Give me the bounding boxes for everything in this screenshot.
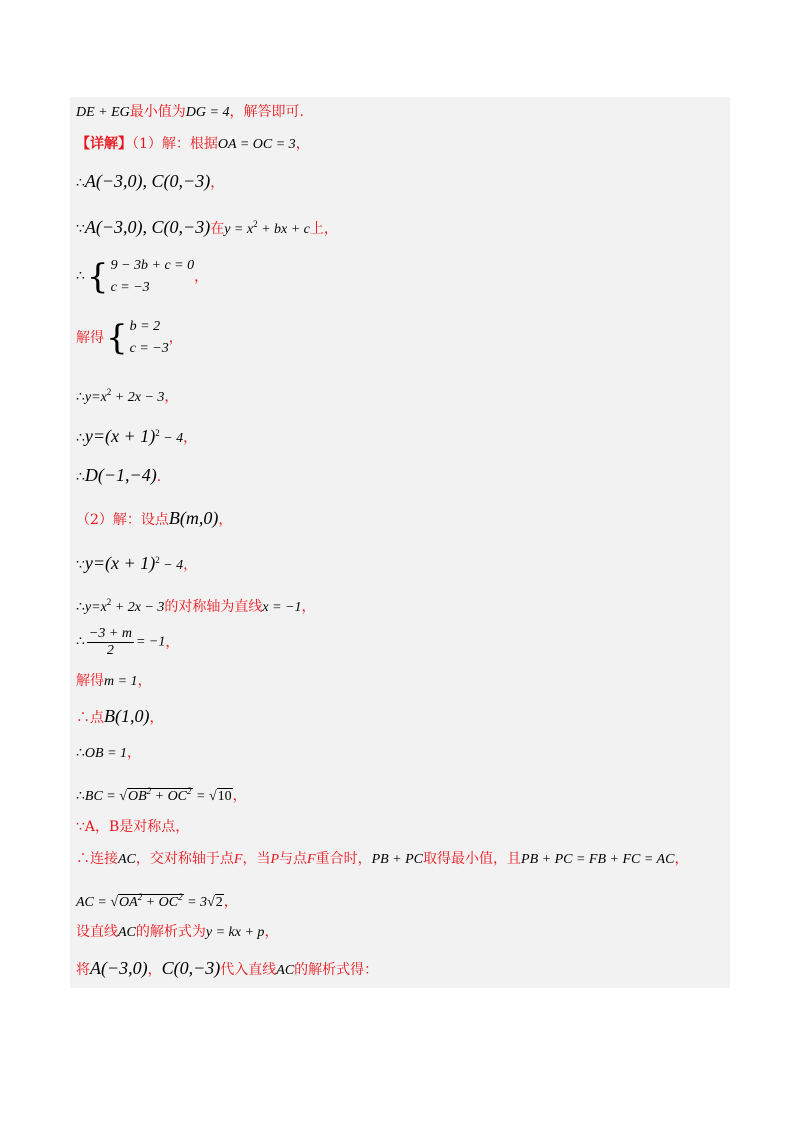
line-vertex-d: ∴D(−1,−4). xyxy=(76,465,162,485)
line-detail-heading: 【详解】（1）解：根据OA = OC = 3， xyxy=(76,136,310,152)
line-system-1: ∴{ 9 − 3b + c = 0 c = −3 ， xyxy=(76,257,209,297)
line-part2-start: （2）解：设点B(m,0)， xyxy=(76,508,233,528)
line-set-line-ac: 设直线AC的解析式为y = kx + p， xyxy=(76,924,279,940)
line-parabola-expanded: $\therefore y=x^2 + 2x - 3$， xyxy=(76,387,179,405)
line-solution-bc: 解得{ b = 2 c = −3 ， xyxy=(76,318,183,358)
line-points-on-parabola: ∵A(−3,0), C(0,−3)在$y = x^2$ + bx + c上， xyxy=(76,217,338,237)
equation-system: 9 − 3b + c = 0 c = −3 xyxy=(110,258,195,295)
radicand: $OB^2 + OC^2$ xyxy=(127,786,192,804)
radicand: $OA^2 + OC^2$ xyxy=(119,892,183,910)
line-hint: DE + EG最小值为DG = 4，解答即可. xyxy=(76,104,304,120)
line-ob: ∴OB = 1， xyxy=(76,745,142,761)
line-substitute: 将A(−3,0)，C(0,−3)代入直线AC的解析式得： xyxy=(76,958,379,978)
line-point-b: ∴点B(1,0)， xyxy=(76,706,164,726)
line-solve-m: 解得m = 1， xyxy=(76,673,152,689)
line-vertex-form-2: ∵y=(x + 1)$^2$ − 4， xyxy=(76,553,198,573)
line-ac-length: AC = $√OA^2 + OC^2 = 3√2$， xyxy=(76,892,238,910)
line-bc-length: ∴BC = $√OB^2 + OC^2 = √10$， xyxy=(76,786,247,804)
line-connect-ac: ∴连接AC，交对称轴于点F，当P与点F重合时，PB + PC取得最小值，且PB + PC = FB + FC = AC， xyxy=(76,851,689,867)
line-midpoint-fraction: ∴ $\frac{-3 + m}{2}$ = −1， xyxy=(76,626,180,658)
fraction: $\frac{-3 + m}{2}$ xyxy=(88,626,132,658)
line-symmetric-points: ∵A，B是对称点， xyxy=(76,819,190,835)
line-parabola-vertex-form: ∴y=(x + 1)$^2$ − 4， xyxy=(76,426,198,446)
equation-system: b = 2 c = −3 xyxy=(129,319,169,356)
line-points-ac: ∴A(−3,0), C(0,−3)， xyxy=(76,171,225,191)
line-axis-of-symmetry: $\therefore y=x^2 + 2x - 3$的对称轴为直线x = −1， xyxy=(76,597,316,615)
